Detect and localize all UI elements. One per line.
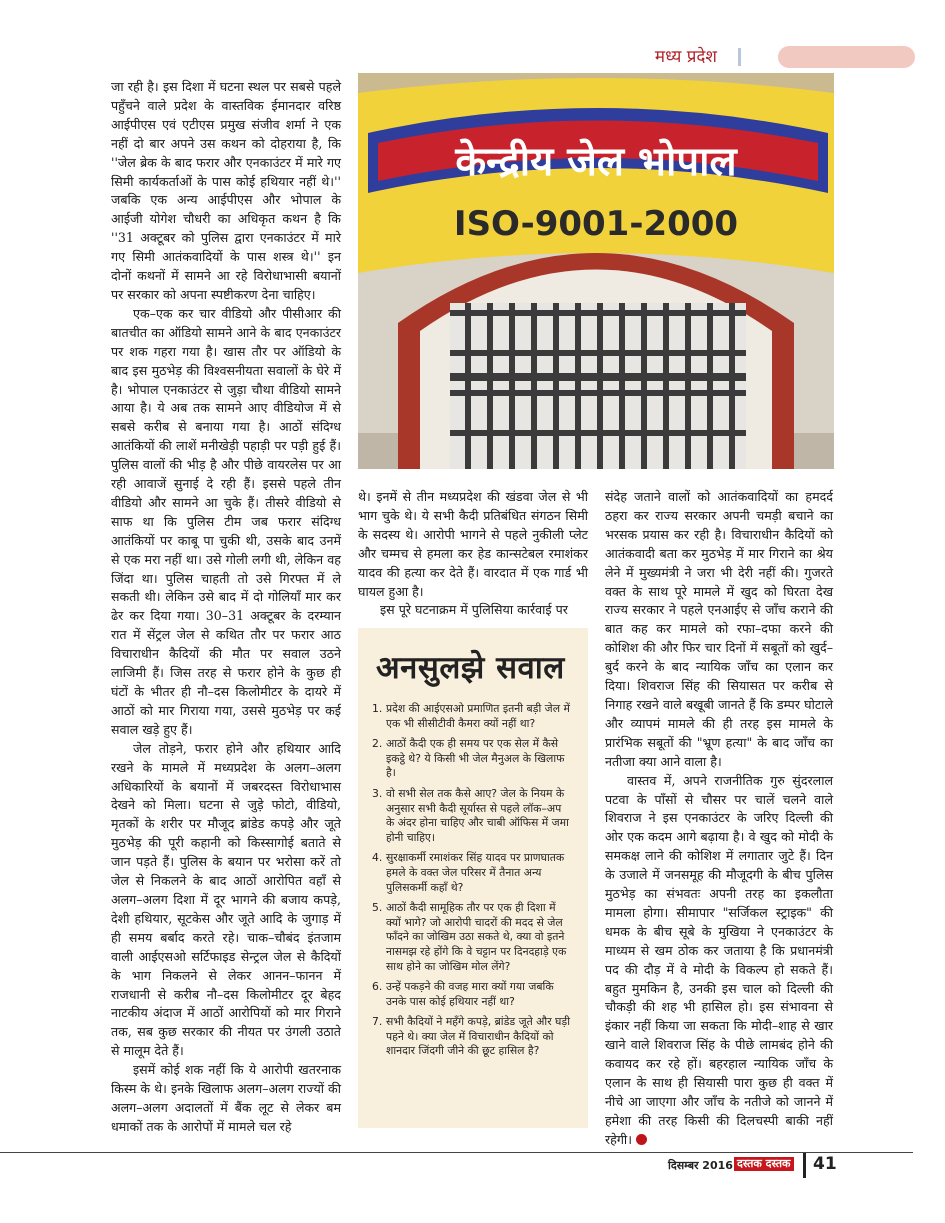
issue-date: दिसम्बर 2016 <box>668 1159 733 1172</box>
article-column-3 <box>605 488 833 1150</box>
question-item: 1. प्रदेश की आईएसओ प्रमाणित इतनी बड़ी जेल में एक भी सीसीटीवी कैमरा क्यों नहीं था? <box>372 702 570 730</box>
paragraph: जेल तोड़ने, फरार होने और हथियार आदि रखने के मामले में मध्यप्रदेश के अलग–अलग अधिकारियों के बयानों में जबरदस्त विरोधाभास देखने को मिला। घटना से जुड़े फोटो, वीडियो, मृतकों के शरीर पर मौजूद ब्रांडेड कपड़े और जूते मुठभेड़ की पूरी कहानी को किस्सागोई बताते से जान पड़ते हैं। पुलिस के बयान पर भरोसा करें तो जेल से निकलने के बाद आठों आरोपित वहाँ से अलग–अलग दिशा में दूर भागने की बजाय कपड़े, देशी हथियार, सूटकेस और जूते आदि के जुगाड़ में ही समय बर्बाद करते रहे। चाक–चौबंद इंतजाम वाली आईएसओ सर्टिफाइड सेन्ट्रल जेल से कैदियों के भाग निकलने से लेकर आनन–फानन में राजधानी से करीब नौ–दस किलोमीटर दूर बेहद नाटकीय अंदाज में आठों आरोपियों को मार गिराने तक, सब कुछ सरकार की नीयत पर उंगली उठाते से मालूम देते हैं। <box>111 740 341 1059</box>
section-label: मध्य प्रदेश <box>654 47 717 67</box>
question-item: 7. सभी कैदियों ने महँगे कपड़े, ब्रांडेड जूते और घड़ी पहने थे। क्या जेल में विचाराधीन कैदियों को शानदार जिंदगी जीने की छूट हासिल है? <box>372 1015 571 1058</box>
jail-gate-photo <box>358 73 834 469</box>
questions-list <box>372 702 570 1065</box>
question-item: 2. आठों कैदी एक ही समय पर एक सेल में कैसे इकट्ठे थे? ये किसी भी जेल मैनुअल के खिलाफ है। <box>372 737 565 780</box>
question-item: 3. वो सभी सेल तक कैसे आए? जेल के नियम के अनुसार सभी कैदी सूर्यास्त से पहले लॉक–अप के अंदर होना चाहिए और चाबी ऑफिस में जमा होनी चाहिए। <box>372 786 569 844</box>
paragraph: इस पूरे घटनाक्रम में पुलिसिया कार्रवाई पर <box>380 602 568 618</box>
sign-line2: ISO-9001-2000 <box>453 204 739 244</box>
jail-gate-illustration <box>358 73 834 469</box>
footer-divider <box>803 1153 806 1178</box>
question-item: 5. आठों कैदी सामूहिक तौर पर एक ही दिशा में क्यों भागे? जो आरोपी चादरों की मदद से जेल फाँदने का जोखिम उठा सकते थे, क्या वो इतने नासमझ रहे होंगे कि वे चट्टान पर दिनदहाड़े एक साथ होने का जोखिम मोल लेंगे? <box>372 901 567 973</box>
sign-line1: केन्द्रीय जेल भोपाल <box>455 139 737 185</box>
article-column-2 <box>358 488 588 620</box>
unanswered-questions-box <box>358 628 588 1128</box>
paragraph: इसमें कोई शक नहीं कि ये आरोपी खतरनाक किस्म के थे। इनके खिलाफ अलग–अलग राज्यों की अलग–अलग अदालतों में बैंक लूट से लेकर बम धमाकों तक के आरोपों में मामले चल रहे <box>111 1062 341 1134</box>
paragraph-text: वास्तव में, अपने राजनीतिक गुरु सुंदरलाल पटवा के पाँसों से चौसर पर चालें चलने वाले शिवराज ने इस एनकाउंटर के जरिए दिल्ली की ओर एक कदम आगे बढ़ाया है। वे खुद को मोदी के समकक्ष लाने की कोशिश में लगातार जुटे हैं। दिन के उजाले में जनसमूह की मौजूदगी के बीच पुलिस मुठभेड़ का संभवतः अपनी तरह का इकलौता मामला होगा। सीमापार "सर्जिकल स्ट्राइक" की धमक के बीच सूबे के मुखिया ने एनकाउंटर के माध्यम से खम ठोक कर जताया है कि प्रधानमंत्री पद की दौड़ में वे मोदी के विकल्प हो सकते हैं। बहुत मुमकिन है, उनकी इस चाल को दिल्ली की चौकड़ी की शह भी हासिल हो। इस संभावना से इंकार नहीं किया जा सकता कि मोदी–शाह से खार खाने वाले शिवराज सिंह के पीछे लामबंद होने की कवायद कर रहे हों। बहरहाल न्यायिक जाँच के एलान के साथ ही सियासी पारा कुछ ही वक्त में नीचे आ जाएगा और जाँच के नतीजे को जानने में हमेशा की तरह किसी की दिलचस्पी बाकी नहीं रहेगी। <box>605 772 833 1147</box>
paragraph: एक–एक कर चार वीडियो और पीसीआर की बातचीत का ऑडियो सामने आने के बाद एनकाउंटर पर शक गहरा गया है। खास तौर पर ऑडियो के बाद इस मुठभेड़ की विश्वसनीयता सवालों के घेरे में है। भोपाल एनकाउंटर से जुड़ा चौथा वीडियो सामने आया है। ये अब तक सामने आए वीडियोज में से सबसे करीब से बनाया गया है। आठों संदिग्ध आतंकियों की लाशें मनीखेड़ी पहाड़ी पर पड़ी हुई हैं। पुलिस वालों की भीड़ है और पीछे वायरलेस पर आ रही आवाजें सुनाई दे रही हैं। इससे पहले तीन वीडियो और सामने आ चुके हैं। तीसरे वीडियो से साफ था कि पुलिस टीम जब फरार संदिग्ध आतंकियों पर काबू पा चुकी थी, उसके बाद उनमें से एक मरा नहीं था। उसे गोली लगी थी, लेकिन वह जिंदा था। पुलिस चाहती तो उसे गिरफ्त में ले सकती थी। लेकिन उसे बाद में दो गोलियाँ मार कर ढेर कर दिया गया। 30–31 अक्टूबर के दरम्यान रात में सेंट्रल जेल से कथित तौर पर फरार आठ विचाराधीन कैदियों की मौत पर सवाल उठने लाजिमी हैं। जिस तरह से फरार होने के कुछ ही घंटों के भीतर ही नौ–दस किलोमीटर के दायरे में आठों को मार गिराया गया, उससे मुठभेड़ पर कई सवाल खड़े हुए हैं। <box>111 305 341 737</box>
question-item: 4. सुरक्षाकर्मी रमाशंकर सिंह यादव पर प्राणघातक हमले के वक्त जेल परिसर में तैनात अन्य पुलिसकर्मी कहाँ थे? <box>372 851 565 894</box>
question-item: 6. उन्हें पकड़ने की वजह मारा क्यों गया जबकि उनके पास कोई हथियार नहीं था? <box>372 980 554 1008</box>
page-number: 41 <box>813 1154 837 1174</box>
end-mark-icon <box>636 1134 647 1145</box>
box-title: अनसुलझे सवाल <box>376 650 565 686</box>
header-divider <box>738 48 741 66</box>
footer-rule <box>0 1152 913 1153</box>
paragraph-last <box>605 772 833 1150</box>
magazine-logo: दस्तक दस्तक <box>734 1157 794 1171</box>
paragraph: थे। इनमें से तीन मध्यप्रदेश की खंडवा जेल से भी भाग चुके थे। ये सभी कैदी प्रतिबंधित संगठन सिमी के सदस्य थे। आरोपी भागने से पहले नुकीली प्लेट और चम्मच से हमला कर हेड कान्सटेबल रमाशंकर यादव की हत्या कर देते हैं। वारदात में एक गार्ड भी घायल हुआ है। <box>358 489 588 599</box>
paragraph: संदेह जताने वालों को आतंकवादियों का हमदर्द ठहरा कर राज्य सरकार अपनी चमड़ी बचाने का भरसक प्रयास कर रही है। विचाराधीन कैदियों को आतंकवादी बता कर मुठभेड़ में मार गिराने का श्रेय लेने में मुख्यमंत्री ने जरा भी देरी नहीं की। गुजरते वक्त के साथ पूरे मामले में खुद को घिरता देख राज्य सरकार ने पहले एनआईए से जाँच कराने की बात कह कर मामले को रफा–दफा करने की कोशिश की और फिर चार दिनों में सबूतों को खुर्द–बुर्द करने के बाद न्यायिक जाँच का एलान कर दिया। शिवराज सिंह की सियासत पर करीब से निगाह रखने वाले बखूबी जानते हैं कि डम्पर घोटाले और व्यापमं मामले की ही तरह इस मामले के प्रारंभिक सबूतों की "भ्रूण हत्या" के बाद जाँच का नतीजा क्या आने वाला है। <box>605 489 833 769</box>
article-column-1 <box>111 78 341 1137</box>
paragraph: जा रही है। इस दिशा में घटना स्थल पर सबसे पहले पहुँचने वाले प्रदेश के वास्तविक ईमानदार वरिष्ठ आईपीएस एवं एटीएस प्रमुख संजीव शर्मा ने एक नहीं दो बार अपने उस कथन को दोहराया है, कि ''जेल ब्रेक के बाद फरार और एनकाउंटर में मारे गए सिमी कार्यकर्ताओं के पास कोई हथियार नहीं थे।'' जबकि एक अन्य आईपीएस और भोपाल के आईजी योगेश चौधरी का अधिकृत कथन है कि ''31 अक्टूबर को पुलिस द्वारा एनकाउंटर में मारे गए सिमी आतंकवादियों के पास शस्त्र थे।'' इन दोनों कथनों में सामने आ रहे विरोधाभासी बयानों पर सरकार को अपना स्पष्टीकरण देना चाहिए। <box>111 79 341 302</box>
header-pill-decoration <box>778 46 915 68</box>
